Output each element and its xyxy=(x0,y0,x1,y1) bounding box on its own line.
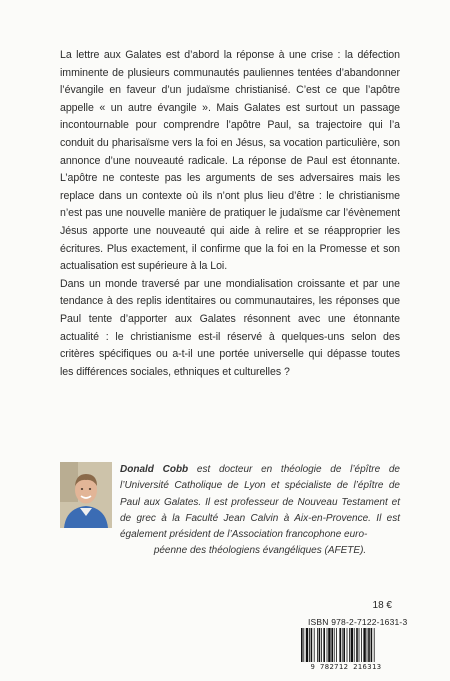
barcode-bar xyxy=(327,628,328,662)
barcode-bar xyxy=(361,628,362,662)
author-name: Donald Cobb xyxy=(120,464,189,475)
barcode-bar xyxy=(339,628,341,662)
barcode-bar xyxy=(321,628,322,662)
price-label: 18 € xyxy=(372,600,392,611)
author-photo xyxy=(60,462,112,528)
barcode-bar xyxy=(301,628,303,662)
barcode-bar xyxy=(303,628,304,662)
barcode-bar xyxy=(347,628,348,662)
barcode-bar xyxy=(349,628,350,662)
barcode-bar xyxy=(351,628,353,662)
barcode-bar xyxy=(342,628,343,662)
barcode-bar xyxy=(317,628,318,662)
author-bio xyxy=(120,462,400,560)
barcode-icon xyxy=(300,628,392,662)
barcode-bar xyxy=(336,628,337,662)
barcode-bar xyxy=(368,628,370,662)
barcode-bar xyxy=(309,628,310,662)
barcode-bar xyxy=(363,628,365,662)
barcode-bar xyxy=(319,628,321,662)
barcode-bar xyxy=(314,628,315,662)
barcode-bar xyxy=(359,628,360,662)
barcode-digits: 9 782712 216313 xyxy=(310,662,382,671)
barcode-bar xyxy=(367,628,368,662)
barcode-bar xyxy=(323,628,325,662)
blurb-paragraph-1: La lettre aux Galates est d’abord la réponse à une crise : la défection imminente de plusieurs communautés pauliennes tentées d’abandonner l’évangile en faveur d’un judaïsme christianisé. C’est ce que l’apôtre appelle « un autre évangile ». Mais Galates est surtout un passage incontournable pour comprendre l’apôtre Paul, sa trajectoire qui l’a conduit du pharisaïsme vers la foi en Jésus, sa vocation particulière, son annonce d’une nouveauté radicale. La réponse de Paul est étonnante. L’apôtre ne conteste pas les arguments de ses adversaires mais les replace dans un contexte où ils n’ont plus lieu d’être : le christianisme n’est pas une nouvelle manière de pratiquer le judaïsme car l’évènement Jésus apporte une nouveauté qui aide à relire et se réapproprier les écritures. Plus exactement, il confirme que la foi en la Promesse et son actualisation est supérieure à la Loi. xyxy=(60,49,400,273)
author-bio-text: est docteur en théologie de l’épître de l’Université Catholique de Lyon et spécialiste de l’épître de Paul aux Galates. Il est professeur de Nouveau Testament et de grec à la Faculté Jean Calvin à Aix-en-Provence. Il est également président de l’Association francophone euro- xyxy=(120,464,400,541)
barcode-bar xyxy=(306,628,308,662)
barcode-bar xyxy=(328,628,330,662)
barcode-bar xyxy=(311,628,313,662)
author-bio-last-line: péenne des théologiens évangéliques (AFETE). xyxy=(153,545,367,557)
barcode-bar xyxy=(334,628,335,662)
isbn-label: ISBN 978-2-7122-1631-3 xyxy=(308,617,408,627)
barcode-bar xyxy=(354,628,355,662)
barcode-bar xyxy=(331,628,333,662)
back-cover-blurb xyxy=(60,47,400,381)
barcode-bar xyxy=(371,628,373,662)
barcode-bar xyxy=(343,628,345,662)
author-portrait-icon xyxy=(60,462,112,528)
barcode-bar xyxy=(356,628,358,662)
blurb-paragraph-2: Dans un monde traversé par une mondialisation croissante et par une tendance à des replis identitaires ou communautaires, les réponses que Paul tente d’apporter aux Galates résonnent avec une étonnante actualité : le christianisme est-il réservé à quelques-uns selon des critères spécifiques ou a-t-il une portée universelle qui dépasse toutes les différences sociales, ethniques et culturelles ? xyxy=(60,277,400,378)
barcode-bar xyxy=(374,628,375,662)
author-section xyxy=(60,462,400,557)
